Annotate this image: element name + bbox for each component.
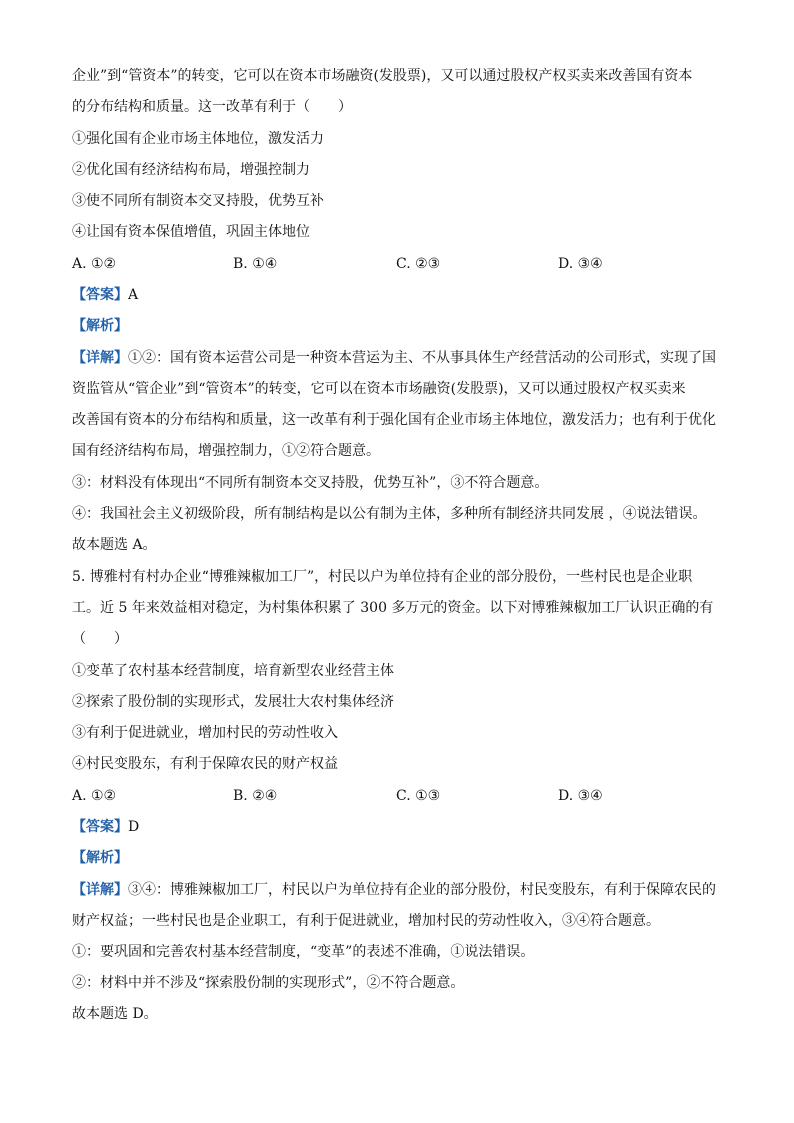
q5-item-3: ③有利于促进就业，增加村民的劳动性收入 (72, 725, 338, 741)
q5-option-d: D. ③④ (558, 788, 603, 804)
q4-option-b: B. ①④ (233, 256, 278, 272)
q5-option-c: C. ①③ (396, 788, 441, 804)
q4-detail-line-4: 国有经济结构布局，增强控制力，①②符合题意。 (72, 443, 380, 459)
q5-item-4: ④村民变股东，有利于保障农民的财产权益 (72, 756, 338, 772)
q4-answer (72, 285, 138, 305)
q5-option-a: A. ①② (72, 788, 117, 804)
q4-conclusion: 故本题选 A。 (72, 537, 157, 553)
q4-detail-line-5: ③：材料没有体现出“不同所有制资本交叉持股，优势互补”，③不符合题意。 (72, 475, 549, 491)
q4-analysis (72, 316, 128, 336)
q4-detail-line-2: 资监管从“管企业”到“管资本”的转变，它可以在资本市场融资(发股票)，又可以通过股权产权买卖来 (72, 381, 686, 397)
detail-text: ①②：国有资本运营公司是一种资本营运为主、不从事具体生产经营活动的公司形式，实现了国 (128, 350, 716, 366)
q4-item-4: ④让国有资本保值增值，巩固主体地位 (72, 224, 310, 240)
q5-stem-line-1: 5. 博雅村有村办企业“博雅辣椒加工厂”，村民以户为单位持有企业的部分股份，一些村民也是企业职 (72, 569, 693, 585)
q5-stem-line-2: 工。近 5 年来效益相对稳定，为村集体积累了 300 多万元的资金。以下对博雅辣椒加工厂认识正确的有 (72, 600, 714, 616)
answer-tag: 【答案】 (72, 819, 128, 835)
q4-detail-line-3: 改善国有资本的分布结构和质量，这一改革有利于强化国有企业市场主体地位，激发活力；也有利于优化 (72, 412, 716, 428)
q5-item-2: ②探索了股份制的实现形式，发展壮大农村集体经济 (72, 694, 394, 710)
detail-text: ③④：博雅辣椒加工厂，村民以户为单位持有企业的部分股份，村民变股东，有利于保障农民的 (128, 882, 716, 898)
q4-option-a: A. ①② (72, 256, 117, 272)
q5-detail-line-1 (72, 880, 716, 900)
q5-detail-line-3: ①：要巩固和完善农村基本经营制度，“变革”的表述不准确，①说法错误。 (72, 944, 535, 960)
q5-detail-line-2: 财产权益；一些村民也是企业职工，有利于促进就业，增加村民的劳动性收入，③④符合题意。 (72, 913, 660, 929)
q4-detail-line-6: ④：我国社会主义初级阶段，所有制结构是以公有制为主体，多种所有制经济共同发展 ，④说法错误。 (72, 506, 707, 522)
analysis-tag: 【解析】 (72, 318, 128, 334)
detail-tag: 【详解】 (72, 882, 128, 898)
q5-option-b: B. ②④ (233, 788, 278, 804)
q5-detail-line-4: ②：材料中并不涉及“探索股份制的实现形式”，②不符合题意。 (72, 975, 465, 991)
detail-tag: 【详解】 (72, 350, 128, 366)
q4-stem-line-2: 的分布结构和质量。这一改革有利于（ ） (72, 99, 352, 115)
q4-detail-line-1 (72, 348, 716, 368)
q5-analysis (72, 848, 128, 868)
q4-option-d: D. ③④ (558, 256, 603, 272)
answer-value: D (128, 819, 140, 835)
answer-value: A (128, 287, 139, 303)
q5-conclusion: 故本题选 D。 (72, 1006, 158, 1022)
q4-item-2: ②优化国有经济结构布局，增强控制力 (72, 162, 310, 178)
q4-item-1: ①强化国有企业市场主体地位，激发活力 (72, 131, 324, 147)
q4-item-3: ③使不同所有制资本交叉持股，优势互补 (72, 193, 324, 209)
q5-answer (72, 817, 139, 837)
q5-stem-line-3: （ ） (72, 631, 128, 647)
q4-stem-line-1: 企业”到“管资本”的转变，它可以在资本市场融资(发股票)，又可以通过股权产权买卖来改善国有资本 (72, 68, 693, 84)
q4-option-c: C. ②③ (396, 256, 441, 272)
answer-tag: 【答案】 (72, 287, 128, 303)
q5-item-1: ①变革了农村基本经营制度，培育新型农业经营主体 (72, 663, 394, 679)
analysis-tag: 【解析】 (72, 850, 128, 866)
